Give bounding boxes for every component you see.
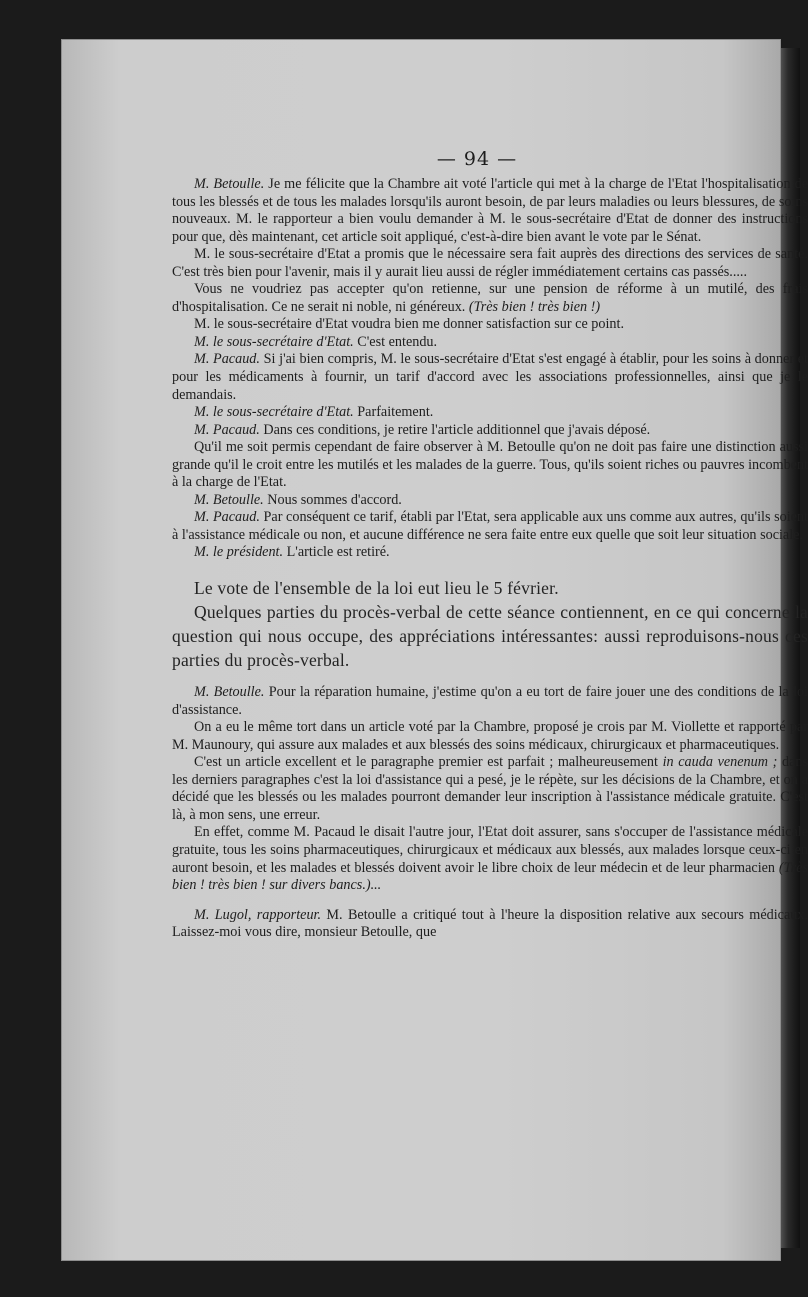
paragraph-text: Pour la réparation humaine, j'estime qu'on a eu tort de faire jouer une des conditions de la loi d'assistance. xyxy=(172,684,808,718)
paragraph-text: Vous ne voudriez pas accepter qu'on retienne, sur une pension de réforme à un mutilé, des frais d'hospitalisation. Ce ne serait ni noble, ni généreux. xyxy=(172,281,808,315)
paragraph xyxy=(172,176,808,246)
paragraph xyxy=(172,509,808,544)
speaker-name: M. Lugol, rapporteur. xyxy=(194,906,322,923)
paragraph xyxy=(172,824,808,894)
paragraph-text: C'est entendu. xyxy=(353,333,438,350)
paragraph-text: Si j'ai bien compris, M. le sous-secrétaire d'Etat s'est engagé à établir, pour les soins à donner et pour les médicaments à fournir, un tarif d'accord avec les associations professionnelles, ainsi que je le demandais. xyxy=(172,351,808,403)
page-number: — 94 — xyxy=(436,148,518,170)
note-paragraph: Quelques parties du procès-verbal de cette séance contiennent, en ce qui concerne la question qui nous occupe, des appréciations intéressantes: aussi reproduisons-nous ces parties du procès-verbal. xyxy=(172,602,808,671)
paragraph-text: Parfaitement. xyxy=(353,404,434,421)
latin-phrase: in cauda venenum ; xyxy=(662,754,778,771)
debate-block-1 xyxy=(172,176,808,562)
applause-note: (Très bien ! très bien ! sur divers bancs.)... xyxy=(172,859,808,894)
paragraph xyxy=(172,422,808,440)
paragraph-text: Par conséquent ce tarif, établi par l'Etat, sera applicable aux uns comme aux autres, qu'ils soient à l'assistance médicale ou non, et aucune différence ne sera faite entre eux quelle que soit leur situation sociale. xyxy=(172,509,808,543)
paragraph xyxy=(172,334,808,352)
paragraph-text: Qu'il me soit permis cependant de faire observer à M. Betoulle qu'on ne doit pas faire une distinction aussi grande qu'il le croit entre les mutilés et les malades de la guerre. Tous, qu'ils soient riches ou pauvres incombent à la charge de l'Etat. xyxy=(172,439,808,491)
paragraph-text: M. Betoulle a critiqué tout à l'heure la disposition relative aux secours médicaux. Laissez-moi vous dire, monsieur Betoulle, que xyxy=(172,906,808,941)
speaker-name: M. Betoulle. xyxy=(194,491,264,508)
paragraph xyxy=(172,544,808,562)
paragraph xyxy=(172,719,808,754)
paragraph-text: M. le sous-secrétaire d'Etat a promis que le nécessaire sera fait auprès des directions des services de santé. C'est très bien pour l'avenir, mais il y aurait lieu aussi de régler immédiatement certains cas passés..... xyxy=(172,246,808,280)
paragraph xyxy=(172,754,808,824)
editor-note xyxy=(172,576,808,672)
paragraph-text: M. le sous-secrétaire d'Etat voudra bien me donner satisfaction sur ce point. xyxy=(194,316,625,333)
note-paragraph: Le vote de l'ensemble de la loi eut lieu le 5 février. xyxy=(194,578,559,599)
paragraph xyxy=(172,439,808,492)
paragraph xyxy=(172,281,808,316)
paragraph xyxy=(172,684,808,719)
paragraph-text: En effet, comme M. Pacaud le disait l'autre jour, l'Etat doit assurer, sans s'occuper de l'assistance médicale gratuite, tous les soins pharmaceutiques, chirurgicaux et médicaux aux blessés, aux malades lorsque ceux-ci en auront besoin, et les malades et blessés doivent avoir le libre choix de leur médecin et de leur pharmacien xyxy=(172,824,808,876)
paragraph-text: L'article est retiré. xyxy=(283,544,390,561)
applause-note: (Très bien ! très bien !) xyxy=(468,298,601,315)
paragraph-text: C'est un article excellent et le paragraphe premier est parfait ; malheureusement xyxy=(194,754,663,771)
speaker-name: M. Betoulle. xyxy=(194,176,265,192)
paragraph xyxy=(172,907,808,942)
speaker-name: M. Pacaud. xyxy=(194,509,260,526)
paragraph-text: Je me félicite que la Chambre ait voté l'article qui met à la charge de l'Etat l'hospitalisation de tous les blessés et de tous les malades lorsqu'ils auront besoin, de par leurs maladies ou leurs blessures, de soins nouveaux. M. le rapporteur a bien voulu demander à M. le sous-secrétaire d'Etat de donner des instructions pour que, dès maintenant, cet article soit appliqué, c'est-à-dire bien avant le vote par le Sénat. xyxy=(172,176,808,245)
page-body xyxy=(172,176,808,942)
paragraph-text: Dans ces conditions, je retire l'article additionnel que j'avais déposé. xyxy=(259,421,651,438)
debate-block-3 xyxy=(172,907,808,942)
speaker-name: M. le sous-secrétaire d'Etat. xyxy=(194,333,354,350)
paragraph xyxy=(172,246,808,281)
debate-block-2 xyxy=(172,684,808,895)
scanned-page xyxy=(62,40,808,1260)
paragraph xyxy=(172,316,808,334)
paragraph xyxy=(172,404,808,422)
speaker-name: M. le président. xyxy=(194,544,284,561)
speaker-name: M. Pacaud. xyxy=(194,421,260,438)
paragraph xyxy=(172,351,808,404)
paragraph-text: dans les derniers paragraphes c'est la loi d'assistance qui a pesé, je le répète, sur les décisions de la Chambre, et on a décidé que les blessés ou les malades pourront demander leur inscription à l'assistance médicale gratuite. C'est là, à mon sens, une erreur. xyxy=(172,754,808,823)
paragraph-text: Nous sommes d'accord. xyxy=(263,491,402,508)
speaker-name: M. le sous-secrétaire d'Etat. xyxy=(194,404,354,421)
paragraph-text: On a eu le même tort dans un article voté par la Chambre, proposé je crois par M. Viollette et rapporté par M. Maunoury, qui assure aux malades et aux blessés des soins médicaux, chirurgicaux et pharmaceutiques. xyxy=(172,719,808,753)
speaker-name: M. Betoulle. xyxy=(194,684,265,701)
paragraph xyxy=(172,492,808,510)
speaker-name: M. Pacaud. xyxy=(194,351,260,368)
